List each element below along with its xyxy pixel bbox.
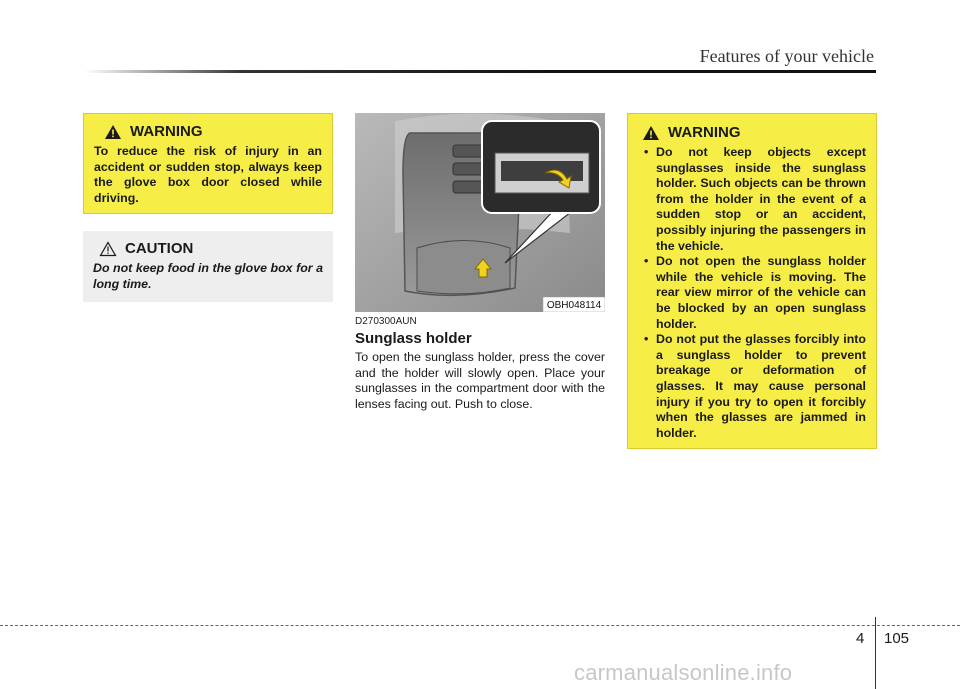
warning-box-left xyxy=(83,113,333,214)
sunglass-holder-photo xyxy=(355,113,605,312)
warning-title: WARNING xyxy=(130,123,203,140)
caution-title: CAUTION xyxy=(125,240,194,257)
caution-text: Do not keep food in the glove box for a long time. xyxy=(93,261,323,291)
warning-box-right xyxy=(627,113,877,449)
warning-item: • Do not put the glasses forcibly into a sunglass holder to prevent breakage or deformation of glasses. It may cause personal injury if you try to open it forcibly when the glasses are jammed in holder. xyxy=(636,332,866,441)
chapter-number: 4 xyxy=(856,630,865,647)
warning-item: • Do not open the sunglass holder while the vehicle is moving. The rear view mirror of the vehicle can be blocked by an open sunglass holder. xyxy=(636,254,866,332)
warning-text: To reduce the risk of injury in an accident or sudden stop, always keep the glove box door closed while driving. xyxy=(94,144,322,205)
page-number: 105 xyxy=(884,630,910,647)
section-header-title: Features of your vehicle xyxy=(699,46,874,66)
caution-triangle-icon xyxy=(99,241,117,257)
sunglass-holder-heading: Sunglass holder xyxy=(355,330,472,347)
sunglass-holder-text: To open the sunglass holder, press the cover and the holder will slowly open. Place your sunglasses in the compartment door with the lenses facing out. Push to close. xyxy=(355,350,605,411)
header-rule xyxy=(84,70,876,73)
figure-label: OBH048114 xyxy=(546,300,602,311)
section-code: D270300AUN xyxy=(355,316,417,327)
footer-divider xyxy=(875,617,876,689)
warning-triangle-icon xyxy=(104,124,122,140)
warning-title: WARNING xyxy=(668,124,741,141)
warning-triangle-icon xyxy=(642,125,660,141)
warning-list xyxy=(636,145,866,441)
watermark: carmanualsonline.info xyxy=(574,660,793,685)
warning-item: • Do not keep objects except sunglasses inside the sunglass holder. Such objects can be thrown from the holder in the event of a sudden stop or an accident, possibly injuring the passengers in the vehicle. xyxy=(636,145,866,254)
caution-box xyxy=(83,231,333,302)
footer-rule xyxy=(0,625,960,626)
